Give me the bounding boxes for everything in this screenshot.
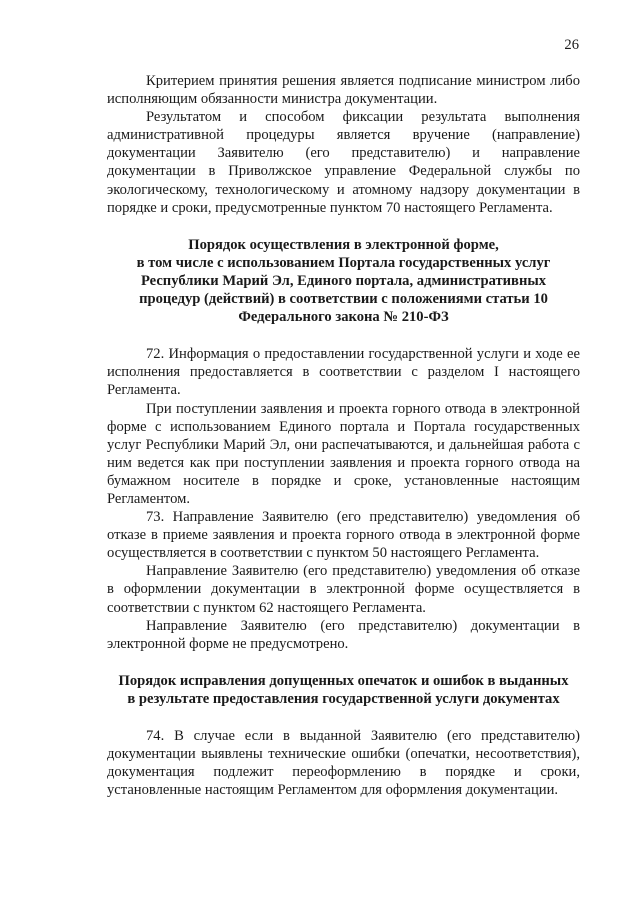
- page-number: 26: [564, 37, 579, 53]
- heading-line: Порядок осуществления в электронной форме,: [188, 236, 499, 253]
- heading-line: в том числе с использованием Портала государственных услуг: [136, 254, 551, 271]
- heading-line: Порядок исправления допущенных опечаток и ошибок в выданных: [118, 672, 569, 689]
- heading-line: Федерального закона № 210-ФЗ: [238, 309, 449, 326]
- heading-line: процедур (действий) в соответствии с положениями статьи 10: [139, 291, 548, 308]
- paragraph: 72. Информация о предоставлении государственной услуги и ходе ее исполнения предоставляется в соответствии с разделом I настоящего Регламента.: [107, 346, 580, 399]
- heading-line: Республики Марий Эл, Единого портала, административных: [140, 272, 547, 289]
- paragraph: 73. Направление Заявителю (его представителю) уведомления об отказе в приеме заявления и проекта горного отвода в электронной форме осуществляется в соответствии с пунктом 50 настоящего Регламента.: [107, 509, 580, 562]
- paragraph: Критерием принятия решения является подписание министром либо исполняющим обязанности министра документации.: [107, 73, 580, 108]
- paragraph: Направление Заявителю (его представителю) документации в электронной форме не предусмотрено.: [107, 617, 580, 652]
- paragraph: 74. В случае если в выданной Заявителю (его представителю) документации выявлены технические ошибки (опечатки, несоответствия), документация подлежит переоформлению в порядке и сроки, установленные настоящим Регламентом для оформления документации.: [107, 728, 580, 799]
- heading-line: в результате предоставления государственной услуги документах: [127, 690, 560, 707]
- paragraph: При поступлении заявления и проекта горного отвода в электронной форме с использованием Единого портала и Портала государственных услуг Республики Марий Эл, они распечатываются, и дальнейшая работа с ним ведется как при поступлении заявления и проекта горного отвода на бумажном носителе в порядке и сроке, установленные настоящим Регламентом.: [107, 400, 580, 507]
- paragraph: Направление Заявителю (его представителю) уведомления об отказе в оформлении документации в электронной форме осуществляется в соответствии с пунктом 62 настоящего Регламента.: [107, 563, 580, 616]
- section-heading-electronic-procedures: [107, 236, 580, 326]
- document-body: [107, 72, 580, 799]
- paragraph: Результатом и способом фиксации результата выполнения административной процедуры является вручение (направление) документации Заявителю (его представителю) и направление документации в Приволжское управление Федеральной службы по экологическому, технологическому и атомному надзору документации в порядке и сроки, предусмотренные пунктом 70 настоящего Регламента.: [107, 109, 580, 216]
- section-heading-error-correction: [107, 672, 580, 708]
